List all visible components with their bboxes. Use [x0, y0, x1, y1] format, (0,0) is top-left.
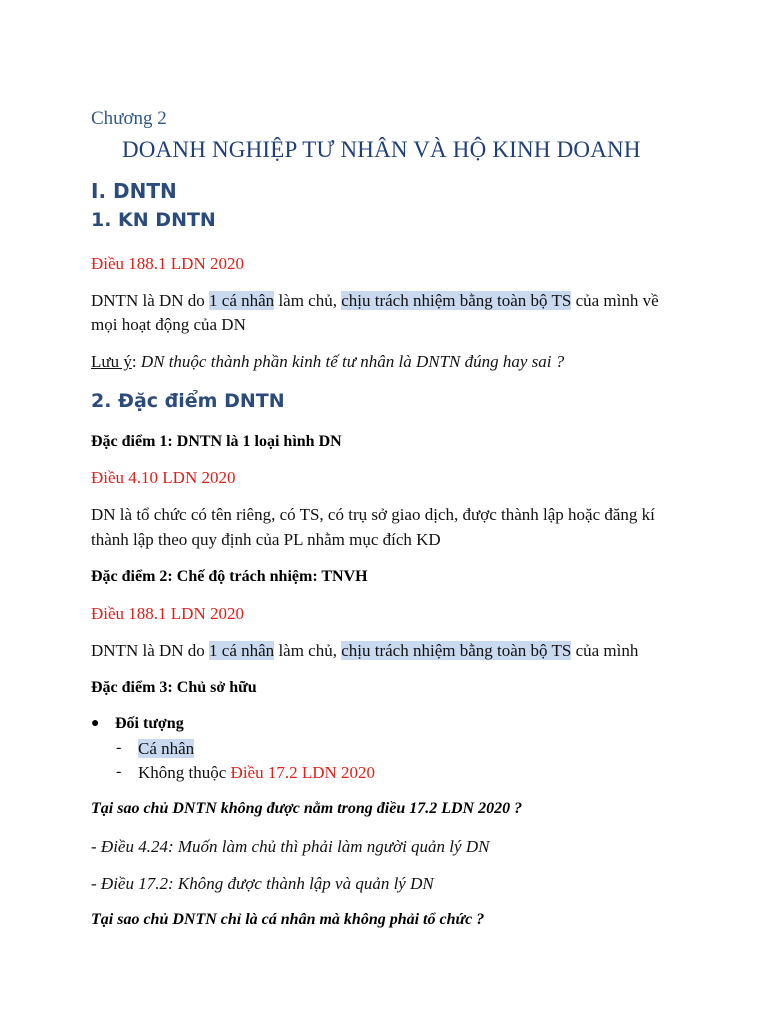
liability-text: DNTN là DN do: [91, 641, 210, 660]
answer-2: - Điều 17.2: Không được thành lập và quản lý DN: [91, 874, 434, 893]
definition-paragraph-line2: mọi hoạt động của DN: [91, 315, 246, 334]
definition-text: của mình về: [571, 291, 659, 310]
highlight-liability: chịu trách nhiệm bằng toàn bộ TS: [341, 291, 572, 310]
feature-3-heading: Đặc điểm 3: Chủ sở hữu: [91, 679, 257, 696]
feature-1-heading: Đặc điểm 1: DNTN là 1 loại hình DN: [91, 433, 342, 450]
highlight-liability: chịu trách nhiệm bằng toàn bộ TS: [341, 641, 572, 660]
enterprise-definition-line1: DN là tổ chức có tên riêng, có TS, có trụ sở giao dịch, được thành lập hoặc đăng kí: [91, 505, 655, 524]
bullet-subject-label: Đối tượng: [115, 715, 184, 732]
dash-icon: -: [116, 739, 122, 756]
question-1: Tại sao chủ DNTN không được nằm trong điều 17.2 LDN 2020 ?: [91, 800, 523, 817]
law-reference-4-10: Điều 4.10 LDN 2020: [91, 468, 236, 487]
definition-text: DNTN là DN do: [91, 291, 210, 310]
liability-text: của mình: [571, 641, 639, 660]
law-reference-17-2: Điều 17.2 LDN 2020: [230, 763, 376, 782]
note-colon: :: [131, 352, 141, 371]
law-reference-188-1-repeat: Điều 188.1 LDN 2020: [91, 604, 244, 623]
bullet-icon: ●: [91, 716, 100, 731]
question-2: Tại sao chủ DNTN chỉ là cá nhân mà không phải tổ chức ?: [91, 911, 485, 928]
answer-1: - Điều 4.24: Muốn làm chủ thì phải làm người quản lý DN: [91, 837, 490, 856]
liability-text: làm chủ,: [274, 641, 342, 660]
definition-text: làm chủ,: [274, 291, 342, 310]
document-title: DOANH NGHIỆP TƯ NHÂN VÀ HỘ KINH DOANH: [122, 137, 641, 162]
highlight-one-individual: 1 cá nhân: [209, 641, 275, 660]
note-question: DN thuộc thành phần kinh tế tư nhân là DNTN đúng hay sai ?: [140, 352, 565, 371]
highlight-one-individual: 1 cá nhân: [209, 291, 275, 310]
chapter-label: Chương 2: [91, 108, 167, 129]
note-label: Lưu ý: [91, 352, 132, 371]
list-item-text: Không thuộc: [138, 763, 231, 782]
law-reference-188-1: Điều 188.1 LDN 2020: [91, 254, 244, 273]
list-item-not-in-article: [138, 763, 375, 783]
note-paragraph: [91, 352, 564, 372]
dash-icon: -: [116, 763, 122, 780]
subheading-concept: 1. KN DNTN: [91, 209, 216, 231]
list-item-individual: [138, 739, 194, 759]
definition-paragraph-line1: [91, 291, 659, 311]
enterprise-definition-line2: thành lập theo quy định của PL nhằm mục đích KD: [91, 530, 441, 549]
highlight-individual: Cá nhân: [138, 739, 195, 758]
subheading-features: 2. Đặc điểm DNTN: [91, 390, 285, 412]
feature-2-heading: Đặc điểm 2: Chế độ trách nhiệm: TNVH: [91, 568, 368, 585]
liability-paragraph: [91, 641, 638, 661]
section-heading-dntn: I. DNTN: [91, 179, 177, 203]
